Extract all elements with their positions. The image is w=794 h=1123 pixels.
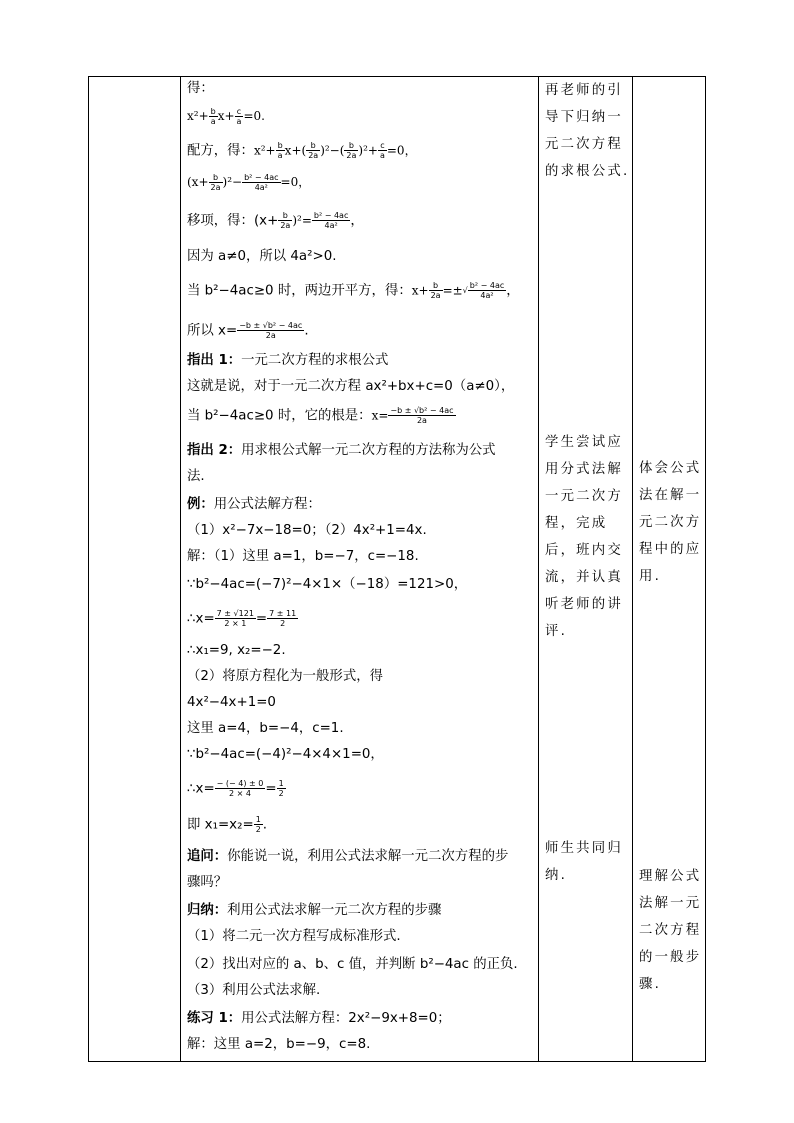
student-activity-1: 再老师的引导下归纳一元二次方程的求根公式. xyxy=(545,83,630,179)
formula-line: 移项，得：(x+ $\frac{b}{2a}$ )²= $\frac{\text{b² − 4ac}}{\text{4a²}}$ ， xyxy=(187,211,364,230)
column-divider xyxy=(632,77,633,1061)
content-line: ∵b²−4ac=(−7)²−4×1×（−18）=121>0， xyxy=(187,577,468,592)
content-line: 得： xyxy=(187,81,214,96)
content-line: 这就是说，对于一元二次方程 ax²+bx+c=0（a≠0）， xyxy=(187,379,515,394)
content-line: 骤吗？ xyxy=(187,875,228,890)
content-line: （1）将二元一次方程写成标准形式. xyxy=(187,929,401,944)
content-line: ∵b²−4ac=(−4)²−4×4×1=0， xyxy=(187,747,384,762)
design-intent-1: 体会公式法在解一元二次方程中的应用. xyxy=(639,461,702,584)
content-line: （2）将原方程化为一般形式，得 xyxy=(187,669,383,684)
content-line: 4x²−4x+1=0 xyxy=(187,695,276,710)
formula-line: ∴x= $\frac{7 \pm √121}{2 \times 1}$ = $\frac{7 \pm 11}{2}$ xyxy=(187,609,297,628)
column-divider xyxy=(180,77,181,1061)
content-line: 例：用公式法解方程： xyxy=(187,497,321,512)
content-line: 练习 1：用公式法解方程：2x²−9x+8=0； xyxy=(187,1011,451,1026)
content-line: 归纳：利用公式法求解一元二次方程的步骤 xyxy=(187,903,442,918)
student-activity-2: 学生尝试应用分式法解一元二次方程，完成后，班内交流，并认真听老师的讲评. xyxy=(545,435,623,639)
content-line: 解：这里 a=2，b=−9，c=8. xyxy=(187,1037,371,1052)
formula-line: 配方，得：x²+ $\frac{b}{a}$ x+( $\frac{b}{2a}$ )²−( $\frac{b}{2a}$ )²+ $\frac{c}{a}$ =0， xyxy=(187,141,417,160)
formula-line: ∴x= $\frac{- (- 4) \pm 0}{2 \times 4}$ = $\frac{1}{2}$ xyxy=(187,779,284,798)
content-line: （1）x²−7x−18=0；（2）4x²+1=4x. xyxy=(187,523,427,538)
content-line: 指出 2：用求根公式解一元二次方程的方法称为公式 xyxy=(187,443,496,458)
formula-line: 当 b²−4ac≥0 时，两边开平方，得：x+ $\frac{b}{2a}$ =±√ $\frac{\text{b² − 4ac}}{\text{4a²}}$ ， xyxy=(187,281,520,300)
content-line: ∴x₁=9, x₂=−2. xyxy=(187,643,286,658)
content-line: 因为 a≠0，所以 4a²>0. xyxy=(187,249,337,264)
formula-line: 所以 x= $\frac{\text{−b ± √b² − 4ac}}{2a}$ . xyxy=(187,321,309,340)
content-line: （3）利用公式法求解. xyxy=(187,983,321,998)
content-line: 追问：你能说一说，利用公式法求解一元二次方程的步 xyxy=(187,849,509,864)
formula-line: (x+ $\frac{b}{2a}$ )²− $\frac{\text{b² − 4ac}}{\text{4a²}}$ =0， xyxy=(187,173,311,192)
content-line: 解：（1）这里 a=1，b=−7，c=−18. xyxy=(187,549,419,564)
student-activity-3: 师生共同归纳. xyxy=(545,841,623,883)
content-line: 这里 a=4，b=−4，c=1. xyxy=(187,721,344,736)
content-line: 指出 1：一元二次方程的求根公式 xyxy=(187,353,389,368)
content-line: （2）找出对应的 a、b、c 值，并判断 b²−4ac 的正负. xyxy=(187,957,518,972)
content-line: 法. xyxy=(187,469,205,484)
formula-line: 当 b²−4ac≥0 时，它的根是：x= $\frac{\text{−b ± √b² − 4ac}}{2a}$ xyxy=(187,406,454,425)
formula-line: x²+ $\frac{b}{a}$ x+ $\frac{c}{a}$ =0. xyxy=(187,107,265,126)
lesson-table xyxy=(88,76,706,1062)
design-intent-2: 理解公式法解一元二次方程的一般步骤. xyxy=(639,869,702,992)
column-divider xyxy=(538,77,539,1061)
formula-line: 即 x₁=x₂= $\frac{1}{2}$ . xyxy=(187,815,268,834)
